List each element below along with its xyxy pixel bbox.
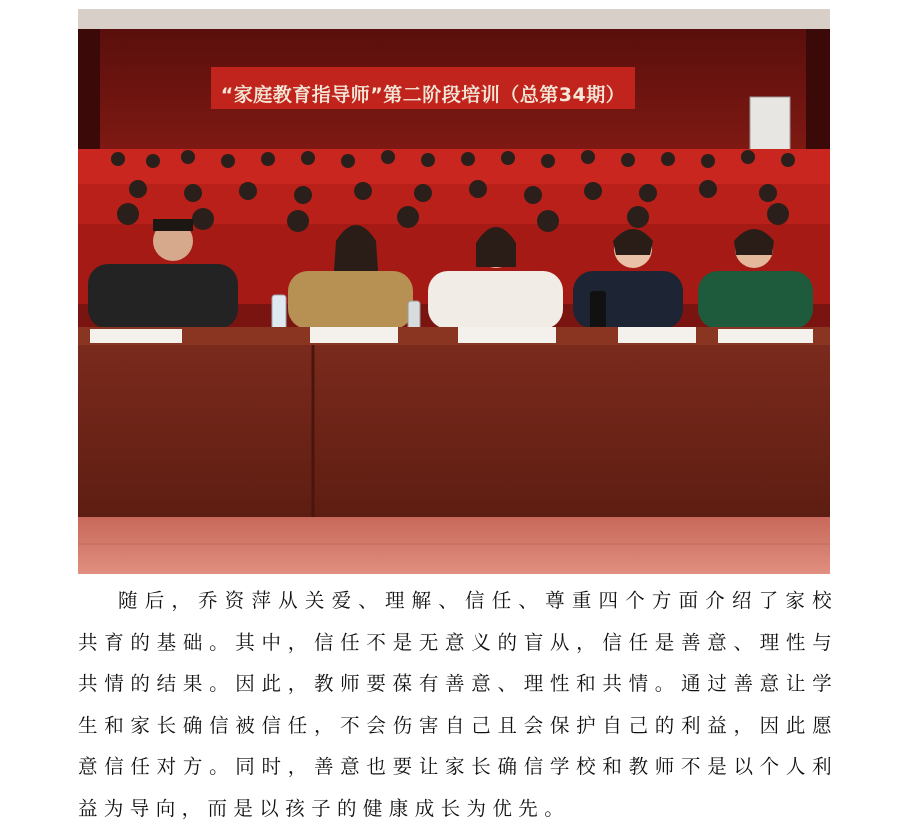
table-front	[78, 345, 830, 517]
banner-title: “家庭教育指导师”第二阶段培训（总第34期）	[220, 83, 626, 106]
ceiling	[78, 9, 830, 31]
floor	[78, 517, 830, 574]
article-paragraph: 随后，乔资萍从关爱、理解、信任、尊重四个方面介绍了家校共育的基础。其中，信任不是无意义的盲从，信任是善意、理性与共情的结果。因此，教师要葆有善意、理性和共情。通过善意让学生和家长确信被信任，不会伤害自己且会保护自己的利益，因此愿意信任对方。同时，善意也要让家长确信学校和教师不是以个人利益为导向，而是以孩子的健康成长为优先。	[78, 589, 838, 820]
training-photo	[78, 9, 830, 574]
table-top	[78, 327, 830, 345]
article-body	[78, 580, 838, 829]
